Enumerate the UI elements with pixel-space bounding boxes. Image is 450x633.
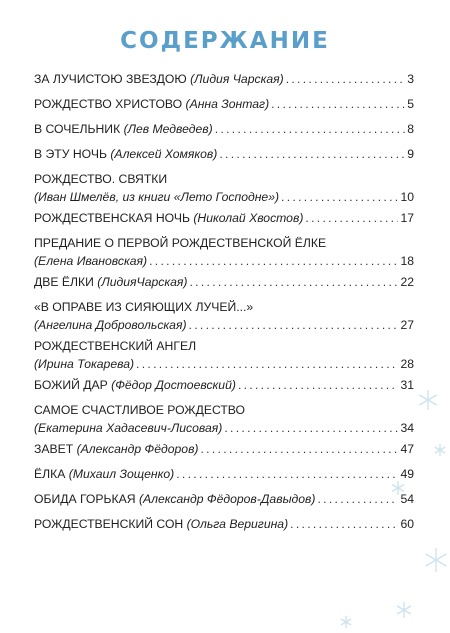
entry-author: (Елена Ивановская) [34,254,148,268]
dot-leader [305,211,398,225]
toc-entry[interactable] [34,236,414,268]
dot-leader [281,190,398,204]
dot-leader [149,254,398,268]
entry-page: 10 [400,190,414,204]
dot-leader [290,517,398,531]
toc-entry[interactable] [34,378,414,401]
toc-entry[interactable] [34,403,414,435]
entry-title: ЗАВЕТ [34,442,74,456]
entry-page: 60 [400,517,414,531]
toc-entry[interactable] [34,517,414,540]
entry-author: (Иван Шмелёв, из книги «Лето Господне») [34,190,280,204]
entry-author: (Александр Фёдоров-Давыдов) [138,492,316,506]
entry-title: САМОЕ СЧАСТЛИВОЕ РОЖДЕСТВО [34,403,245,417]
entry-page: 8 [407,122,414,136]
entry-author: (Лев Медведев) [123,122,213,136]
dot-leader [219,147,405,161]
toc-entry[interactable] [34,467,414,490]
entry-title: РОЖДЕСТВЕНСКИЙ СОН [34,517,184,531]
entry-page: 17 [400,211,414,225]
entry-author: (Ольга Веригина) [186,517,289,531]
entry-title: БОЖИЙ ДАР [34,378,108,392]
dot-leader [189,275,398,289]
entry-author: (Николай Хвостов) [193,211,304,225]
entry-page: 47 [400,442,414,456]
toc-entry[interactable] [34,211,414,234]
toc-entry[interactable] [34,275,414,298]
entry-author: (Михаил Зощенко) [68,467,175,481]
entry-author: (Анна Зонтаг) [185,97,270,111]
entry-page: 22 [400,275,414,289]
snowflake-icon [426,548,447,572]
page-title: СОДЕРЖАНИЕ [120,28,330,54]
entry-author: (Александр Фёдоров) [76,442,199,456]
toc-entry[interactable] [34,147,414,170]
entry-title: ЁЛКА [34,467,66,481]
dot-leader [271,97,405,111]
entry-author: (Ирина Токарева) [34,357,135,371]
snowflake-icon [397,602,411,618]
snowflake-icon [435,444,445,456]
entry-title: ОБИДА ГОРЬКАЯ [34,492,136,506]
entry-author: (Алексей Хомяков) [110,147,218,161]
entry-title: В СОЧЕЛЬНИК [34,122,121,136]
entry-page: 49 [400,467,414,481]
entry-title: «В ОПРАВЕ ИЗ СИЯЮЩИХ ЛУЧЕЙ...» [34,300,254,314]
entry-page: 31 [400,378,414,392]
dot-leader [238,378,399,392]
dot-leader [317,492,398,506]
entry-page: 34 [400,421,414,435]
entry-page: 27 [400,318,414,332]
toc-entry[interactable] [34,172,414,204]
toc-entry[interactable] [34,442,414,465]
entry-author: (Ангелина Добровольская) [34,318,187,332]
toc-entry[interactable] [34,122,414,145]
dot-leader [189,318,399,332]
entry-title: ЗА ЛУЧИСТОЮ ЗВЕЗДОЮ [34,72,187,86]
entry-author: (Фёдор Достоевский) [111,378,236,392]
entry-title: ПРЕДАНИЕ О ПЕРВОЙ РОЖДЕСТВЕНСКОЙ ЁЛКЕ [34,236,327,250]
entry-page: 5 [407,97,414,111]
entry-author: (Лидия Чарская) [190,72,284,86]
snowflake-icon [341,616,351,628]
entry-title: В ЭТУ НОЧЬ [34,147,107,161]
entry-page: 3 [407,72,414,86]
dot-leader [136,357,398,371]
toc-entry[interactable] [34,97,414,120]
entry-page: 28 [400,357,414,371]
entry-page: 18 [400,254,414,268]
snowflake-icon [419,390,436,410]
dot-leader [286,72,406,86]
entry-author: (ЛидияЧарская) [97,275,188,289]
table-of-contents [34,72,414,541]
entry-title: РОЖДЕСТВО. СВЯТКИ [34,172,168,186]
entry-title: РОЖДЕСТВЕНСКАЯ НОЧЬ [34,211,190,225]
dot-leader [201,442,399,456]
entry-page: 54 [400,492,414,506]
entry-title: ДВЕ ЁЛКИ [34,275,94,289]
toc-entry[interactable] [34,492,414,515]
entry-author: (Екатерина Хадасевич-Лисовая) [34,421,223,435]
dot-leader [215,122,406,136]
entry-title: РОЖДЕСТВО ХРИСТОВО [34,97,183,111]
dot-leader [224,421,398,435]
dot-leader [176,467,398,481]
toc-entry[interactable] [34,300,414,332]
entry-title: РОЖДЕСТВЕНСКИЙ АНГЕЛ [34,339,197,353]
toc-entry[interactable] [34,72,414,95]
toc-entry[interactable] [34,339,414,371]
entry-page: 9 [407,147,414,161]
